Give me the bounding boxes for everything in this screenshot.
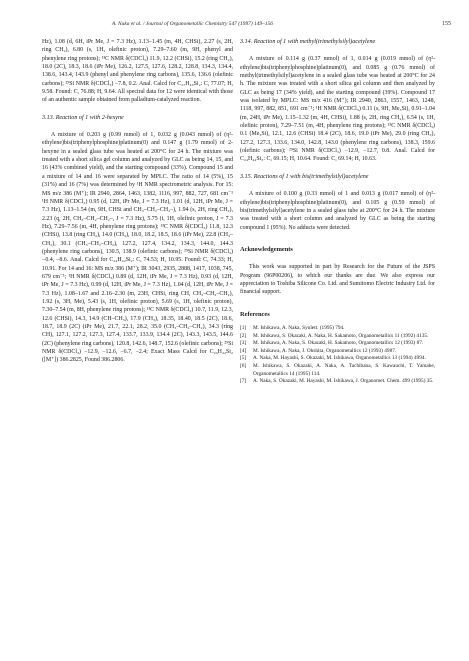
reference-item xyxy=(240,378,435,386)
acknowledgements-heading: Acknowledgements xyxy=(240,245,293,253)
reference-text: M. Ishikawa, S. Okazaki, A. Naka, A. Tachibana, S. Kawauchi, T. Yamabe, Organometallics 14 (1995) 114. xyxy=(253,362,435,377)
reference-number: [4] xyxy=(240,347,247,354)
acknowledgements-body: This work was supported in part by Research for the Future of the JSPS Program (96P00206), to which our thanks are due. We also express our appreciation to Toshiba Silicone Co. Ltd. and Sumitomo Electric Industry Ltd. for financial support. xyxy=(240,264,435,296)
left-column xyxy=(42,38,233,365)
section-heading-3-13: 3.13. Reaction of 1 with 2-hexyne xyxy=(42,114,124,121)
reference-number: [5] xyxy=(240,355,247,362)
reference-item xyxy=(240,333,435,341)
section-heading-3-14: 3.14. Reaction of 1 with methyl(trimethylsilyl)acetylene xyxy=(240,39,376,45)
reference-text: M. Ishikawa, A. Naka, S. Okazaki, H. Sakamoto, Organometallics 12 (1993) 87. xyxy=(253,340,424,347)
section-3-13-body: A mixture of 0.203 g (0.99 mmol) of 1, 0.032 g (0.043 mmol) of (η²-ethylene)bis(triphenylphosphine)platinum(0) and 0.147 g (1.79 mmol) of 2-hexyne in a sealed glass tube was heated at 200°C for 24 h. The mixture was treated with a short silica gel column and analyzed by GLC as being 14, 15, and 16 (43% combined yield), and the starting compound (33%). Compound 15 and a mixture of 14 and 16 were separated by MPLC. The ratio of 14 (5%), 15 (31%) and 16 (7%) was determined by ¹H NMR spectrometric analysis. For 15: MS m/z 386 (M⁺); IR 2940, 2864, 1463, 1382, 1116, 997, 882, 727, 681 cm⁻¹ ¹H NMR δ(CDCl₃) 0.95 (d, 12H, iPr Me, J = 7.3 Hz), 1.01 (d, 12H, iPr Me, J = 7.3 Hz), 1.13–1.54 (m, 9H, CHSi and CH₃–CH₂–CH₂–), 1.94 (s, 2H, ring CH₂), 2.23 (q, 2H, CH₃–CH₂–CH₂–, J = 7.3 Hz), 5.75 (t, 1H, olefinic proton, J = 7.3 Hz), 7.29–7.56 (m, 4H, phenylene ring protons); ¹³C NMR δ(CDCl₃) 11.8, 12.3 (CHSi), 13.8 (ring CH₂), 14.0 (CH₃), 18.0, 18.2, 18.5, 18.6 (iPr Me), 22.8 (CH₃–CH₂), 30.1 (CH₃–CH₂–CH₂), 127.2, 127.4, 134.2, 134.3, 144.0, 144.3 (phenylene ring carbons), 130.5, 138.9 (olefinic carbons); ²⁹Si NMR δ(CDCl₃) −0.4, −8.6. Anal. Calcd for C₂₄H₄₂Si₂: C, 74.53; H, 10.95. Found: C, 74.33; H, 10.91. For 14 and 16: MS m/z 386 (M⁺); IR 3043, 2935, 2888, 1417, 1038, 745, 679 cm⁻¹; ¹H NMR δ(CDCl₃) 0.89 (d, 12H, iPr Me, J = 7.3 Hz), 0.93 (d, 12H, iPr Me, J = 7.3 Hz), 0.99 (d, 12H, iPr Me, J = 7.3 Hz), 1.04 (d, 12H, iPr Me, J = 7.3 Hz), 1.08–1.67 and 2.16–2.30 (m, 23H, CHSi, ring CH, CH₃–CH₂–CH₂), 1.92 (s, 3H, Me), 5.43 (s, 1H, olefinic proton), 5.69 (s, 1H, olefinic proton), 7.30–7.54 (m, 8H, phenylene ring protons); ¹³C NMR δ(CDCl₃) 10.7, 11.9, 12.3, 12.6 (CHSi), 14.3, 14.9 (CH–CH₃), 17.9 (CH₃), 18.35, 18.40, 18.5 (2C), 18.6, 18.7, 18.9 (2C) (iPr Me), 21.7, 22.1, 28.2, 35.0 (CH₃–CH₂–CH₂), 34.3 (ring CH), 127.1, 127.2, 127.3, 127.4, 133.7, 133.9, 134.4 (2C), 143.3, 143.5, 144.6 (2C) (phenylene ring carbons), 120.8, 142.6, 148.7, 152.6 (olefinic carbons); ²⁹Si NMR δ(CDCl₃) −12.9, −12.6, −6.7, −2.4; Exact Mass Calcd for C₂₄H₄₂Si₂ ([M⁺]) 386.2825, Found 386.2806. xyxy=(42,132,233,364)
running-header xyxy=(0,21,469,33)
running-title: A. Naka et al. / Journal of Organometallic Chemistry 547 (1997) 149–156 xyxy=(112,21,273,27)
reference-text: M. Ishikawa, A. Naka, Synlett. (1995) 794. xyxy=(253,324,345,331)
reference-number: [2] xyxy=(240,332,247,339)
reference-text: A. Naka, M. Hayashi, S. Okazaki, M. Ishikawa, Organometallics 13 (1994) 4994. xyxy=(253,355,426,362)
reference-list xyxy=(240,325,435,386)
reference-item xyxy=(240,363,435,378)
right-column xyxy=(240,38,435,386)
reference-number: [1] xyxy=(240,324,247,331)
reference-text: M. Ishikawa, S. Okazaki, A. Naka, H. Sakamoto, Organometallics 11 (1992) 4135. xyxy=(253,332,429,339)
section-heading-3-15: 3.15. Reactions of 1 with bis(trimethylsilyl)acetylene xyxy=(240,173,369,180)
reference-text: A. Naka, S. Okazaki, M. Hayashi, M. Ishikawa, J. Organomet. Chem. 499 (1995) 35. xyxy=(253,378,434,385)
reference-number: [6] xyxy=(240,362,247,369)
reference-number: [3] xyxy=(240,340,247,347)
page-number: 155 xyxy=(442,21,451,27)
reference-item xyxy=(240,325,435,333)
continued-paragraph: Hz), 1.08 (d, 6H, iPr Me, J = 7.3 Hz), 1.13–1.45 (m, 4H, CHSi), 2.27 (s, 2H, ring CH₂), 6.80 (s, 1H, olefinic proton), 7.29–7.60 (m, 9H, phenyl and phenylene ring protons); ¹³C NMR δ(CDCl₃) 11.9, 12.2 (CHSi), 15.2 (ring CH₂), 18.0 (2C), 18.3, 18.6 (iPr Me), 126.2, 127.5, 127.6, 128.2, 128.8, 134.3, 134.4, 138.6, 143.4, 143.9 (phenyl and phenylene ring carbons), 135.6, 136.6 (olefinic carbons); ²⁹Si NMR δ(CDCl₃) −7.8, 0.2. Anal. Calcd for C₂₇H₄₀Si₂: C, 77.07; H, 9.58. Found: C, 76.88; H, 9.64. All spectral data for 12 were identical with those of an authentic sample obtained from palladium-catalyzed reaction. xyxy=(42,39,233,104)
section-3-15-body: A mixture of 0.100 g (0.33 mmol) of 1 and 0.013 g (0.017 mmol) of (η²-ethylene)bis(triphenylphosphine)platinum(0), and 0.105 g (0.59 mmol) of bis(trimethylsilyl)acetylene in a sealed glass tube at 200°C for 24 h. The mixture was treated with a short column and analyzed by GLC as being the starting compound 1 (95%). No adducts were detected. xyxy=(240,191,435,231)
reference-number: [7] xyxy=(240,378,247,385)
reference-item xyxy=(240,340,435,348)
section-3-14-body: A mixture of 0.114 g (0.37 mmol) of 1, 0.014 g (0.019 mmol) of (η²-ethylene)bis(triphenylphosphine)platinum(0), and 0.085 g (0.76 mmol) of methyl(trimethylsilyl)acetylene in a sealed glass tube was heated at 200°C for 24 h. The mixture was treated with a short silica gel column and then analyzed by GLC as being 17 (34% yield), and the starting compound (39%). Compound 17 was isolated by MPLC: MS m/z 416 (M⁺); IR 2940, 2863, 1557, 1463, 1248, 1118, 997, 882, 851, 691 cm⁻¹; ¹H NMR δ(CDCl₃) 0.11 (s, 9H, Me₃Si), 0.91–1.04 (m, 24H, iPr Me), 1.15–1.32 (m, 4H, CHSi), 1.88 (s, 2H, ring CH₂), 6.54 (s, 1H, olefinic proton), 7.29–7.51 (m, 4H, phenylene ring protons); ¹³C NMR δ(CDCl₃) 0.1 (Me₃Si), 12.1, 12.6 (CHSi) 18.4 (2C), 18.6, 19.0 (iPr Me), 29.0 (ring CH₂), 127.2, 127.3, 133.6, 134.0, 142.8, 143.0 (phenylene ring carbons), 138.3, 159.6 (olefinic carbons); ²⁹Si NMR δ(CDCl₃) −12.9, −12.7, 0.8. Anal. Calcd for C₂₄H₄₄Si₃: C, 69.15; H, 10.64. Found: C, 69.14; H, 10.63. xyxy=(240,56,435,163)
reference-text: M. Ishikawa, A. Naka, J. Ohshita, Organometallics 12 (1993) 4987. xyxy=(253,347,397,354)
references-heading: References xyxy=(240,310,270,318)
reference-item xyxy=(240,355,435,363)
